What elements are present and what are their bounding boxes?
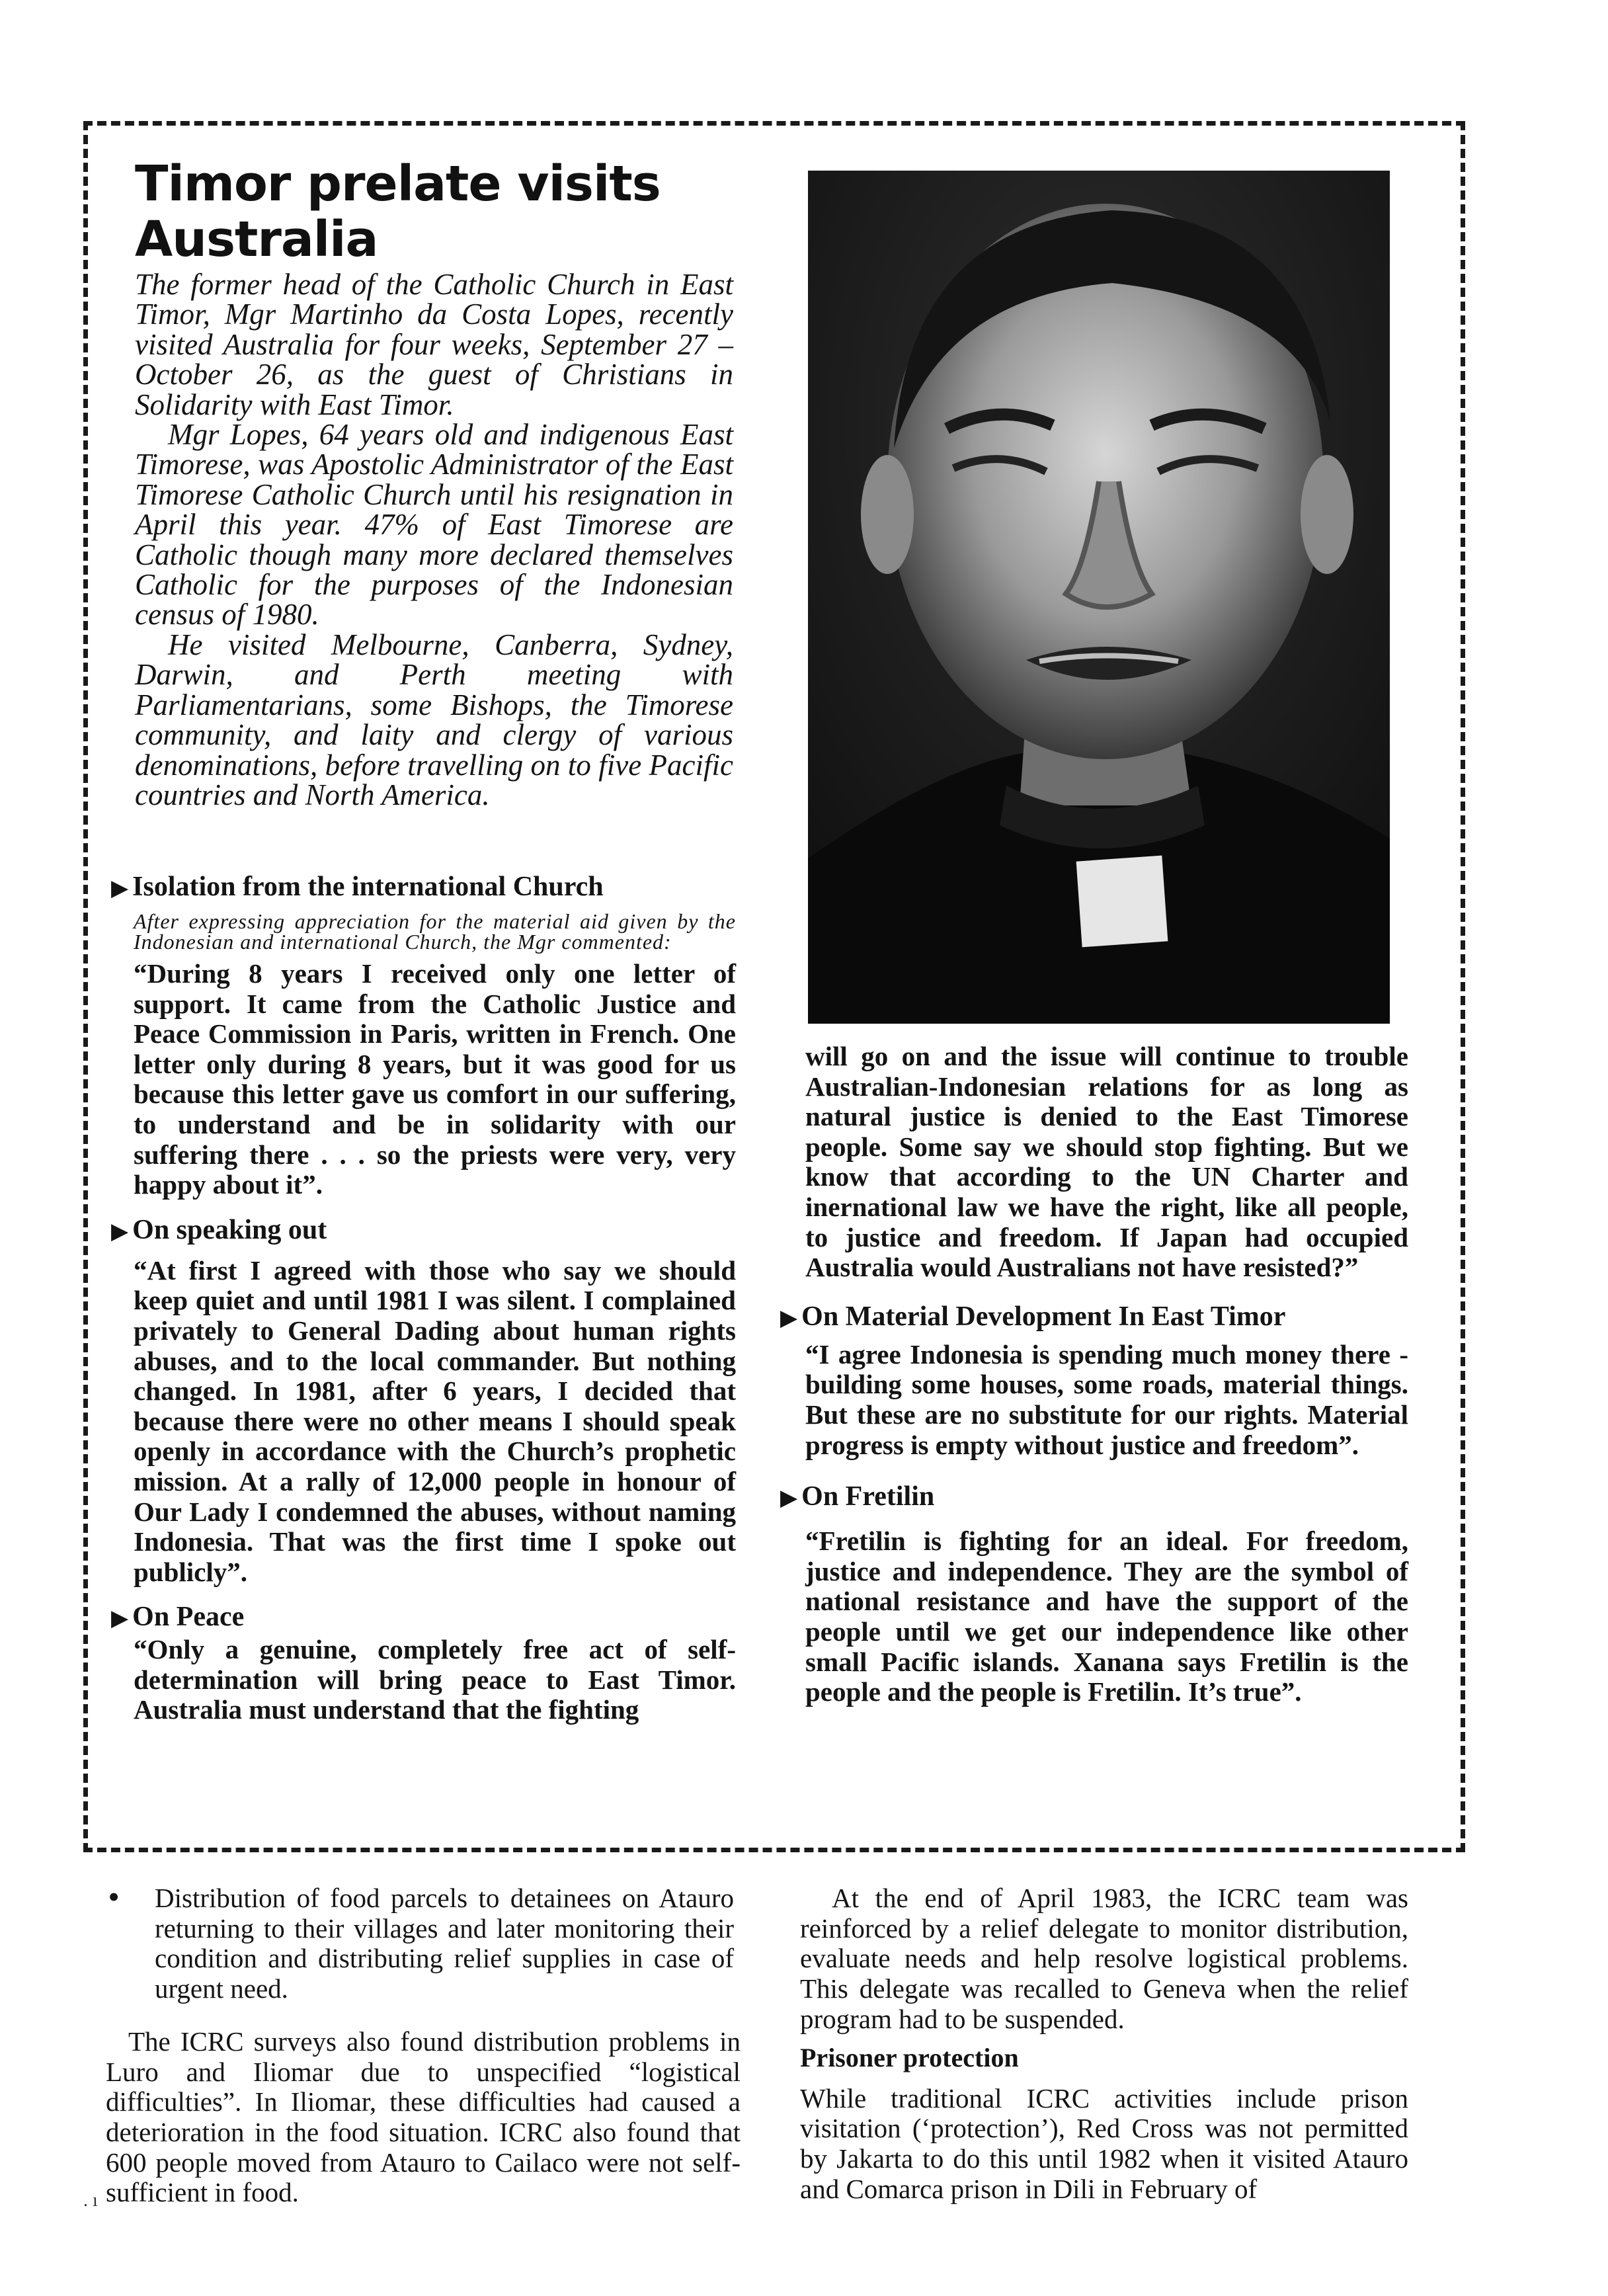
arrow-icon: ▶ [111, 1217, 129, 1245]
body-paragraph: The ICRC surveys also found distribution problems in Luro and Iliomar due to unspecified “logistical difficulties”. In Iliomar, these difficulties had caused a deterioration in the food situation. ICRC also found that 600 people moved from Atauro to Cailaco were not self-sufficient in food. [106, 2026, 741, 2208]
continued-quote: will go on and the issue will continue to trouble Australian-Indonesian relations for as long as natural justice is denied to the East Timorese people. Some say we should stop fighting. But we know that according to the UN Charter and inernational law we have the right, like all people, to justice and freedom. If Japan had occupied Australia would Australians not have resisted?” [805, 1041, 1408, 1283]
section-heading-text: Isolation from the international Church [132, 872, 604, 902]
portrait-photo [808, 171, 1390, 1024]
article-intro [135, 270, 733, 810]
body-paragraph: While traditional ICRC activities include prison visitation (‘protection’), Red Cross was not permitted by Jakarta to do this until 1982 when it visited Atauro and Comarca prison in Dili in February of [800, 2082, 1408, 2204]
body-right-column [800, 1883, 1408, 2204]
right-column [780, 1042, 1408, 1721]
section-heading-text: On speaking out [132, 1214, 327, 1245]
intro-paragraph: He visited Melbourne, Canberra, Sydney, Darwin, and Perth meeting with Parliamentarians, some Bishops, the Timorese community, and laity and clergy of various denominations, before travelling on to five Pacific countries and North America. [135, 628, 733, 811]
section-quote: “At first I agreed with those who say we should keep quiet and until 1981 I was silent. I complained privately to General Dading about human rights abuses, and to the local commander. But nothing changed. In 1981, after 6 years, I decided that because there were no other means I should speak openly in accordance with the Church’s prophetic mission. At a rally of 12,000 people in honour of Our Lady I condemned the abuses, without naming Indonesia. That was the first time I spoke out publicly”. [134, 1254, 736, 1587]
section-speaking-out [111, 1213, 736, 1588]
section-isolation [111, 870, 736, 1200]
subheading-prisoner-protection: Prisoner protection [800, 2042, 1019, 2072]
section-heading [780, 1300, 1408, 1334]
section-heading-text: On Peace [132, 1602, 245, 1633]
article-title [135, 156, 730, 267]
section-heading-text: On Material Development In East Timor [801, 1301, 1286, 1332]
section-quote: “Fretilin is fighting for an ideal. For freedom, justice and independence. They are the symbol of national resistance and have the support of the people until we get our independence like other small Pacific islands. Xanana says Fretilin is the people and the people is Fretilin. It’s true”. [805, 1526, 1408, 1707]
arrow-icon: ▶ [780, 1485, 798, 1512]
portrait-illustration [808, 171, 1390, 1024]
title-line-1: Timor prelate visits [135, 155, 661, 212]
arrow-icon: ▶ [780, 1304, 798, 1331]
arrow-icon: ▶ [111, 875, 129, 901]
bullet-item [106, 1883, 734, 2004]
section-heading [111, 1213, 736, 1248]
section-heading [111, 870, 736, 905]
intro-paragraph: Mgr Lopes, 64 years old and indigenous East Timorese, was Apostolic Administrator of the East Timorese Catholic Church until his resignation in April this year. 47% of East Timorese are Catholic though many more declared themselves Catholic for the purposes of the Indonesian census of 1980. [135, 418, 733, 632]
section-quote: “During 8 years I received only one letter of support. It came from the Catholic Justice and Peace Commission in Paris, written in French. One letter only during 8 years, but it was good for us because this letter gave us comfort in our suffering, to understand and be in solidarity with our suffering there . . . so the priests were very, very happy about it”. [134, 958, 736, 1200]
section-quote: “I agree Indonesia is spending much money there - building some houses, some roads, material things. But these are no substitute for our rights. Material progress is empty without justice and freedom”. [805, 1338, 1408, 1460]
section-heading [780, 1480, 1408, 1514]
body-paragraph: At the end of April 1983, the ICRC team was reinforced by a relief delegate to monitor distribution, evaluate needs and help resolve logistical problems. This delegate was recalled to Geneva when the relief program had to be suspended. [800, 1883, 1408, 2034]
intro-paragraph: The former head of the Catholic Church in East Timor, Mgr Martinho da Costa Lopes, recently visited Australia for four weeks, September 27 – October 26, as the guest of Christians in Solidarity with East Timor. [135, 268, 733, 421]
section-quote: “Only a genuine, completely free act of self-determination will bring peace to East Timor. Australia must understand that the fighting [134, 1634, 736, 1725]
title-line-2: Australia [135, 211, 378, 268]
section-lead: After expressing appreciation for the material aid given by the Indonesian and international Church, the Mgr commented: [134, 909, 736, 954]
body-left-column [106, 1883, 741, 2208]
section-heading-text: On Fretilin [801, 1481, 935, 1512]
section-heading [111, 1600, 736, 1635]
bullet-icon: • [106, 1882, 122, 1914]
arrow-icon: ▶ [111, 1605, 129, 1632]
left-column [111, 870, 736, 1739]
section-peace [111, 1600, 736, 1725]
page-mark: . ı [83, 2190, 98, 2211]
bullet-text: Distribution of food parcels to detainees on Atauro returning to their villages and later monitoring their condition and distributing relief supplies in case of urgent need. [155, 1883, 734, 2004]
section-fretilin [780, 1480, 1408, 1707]
section-material-development [780, 1300, 1408, 1460]
